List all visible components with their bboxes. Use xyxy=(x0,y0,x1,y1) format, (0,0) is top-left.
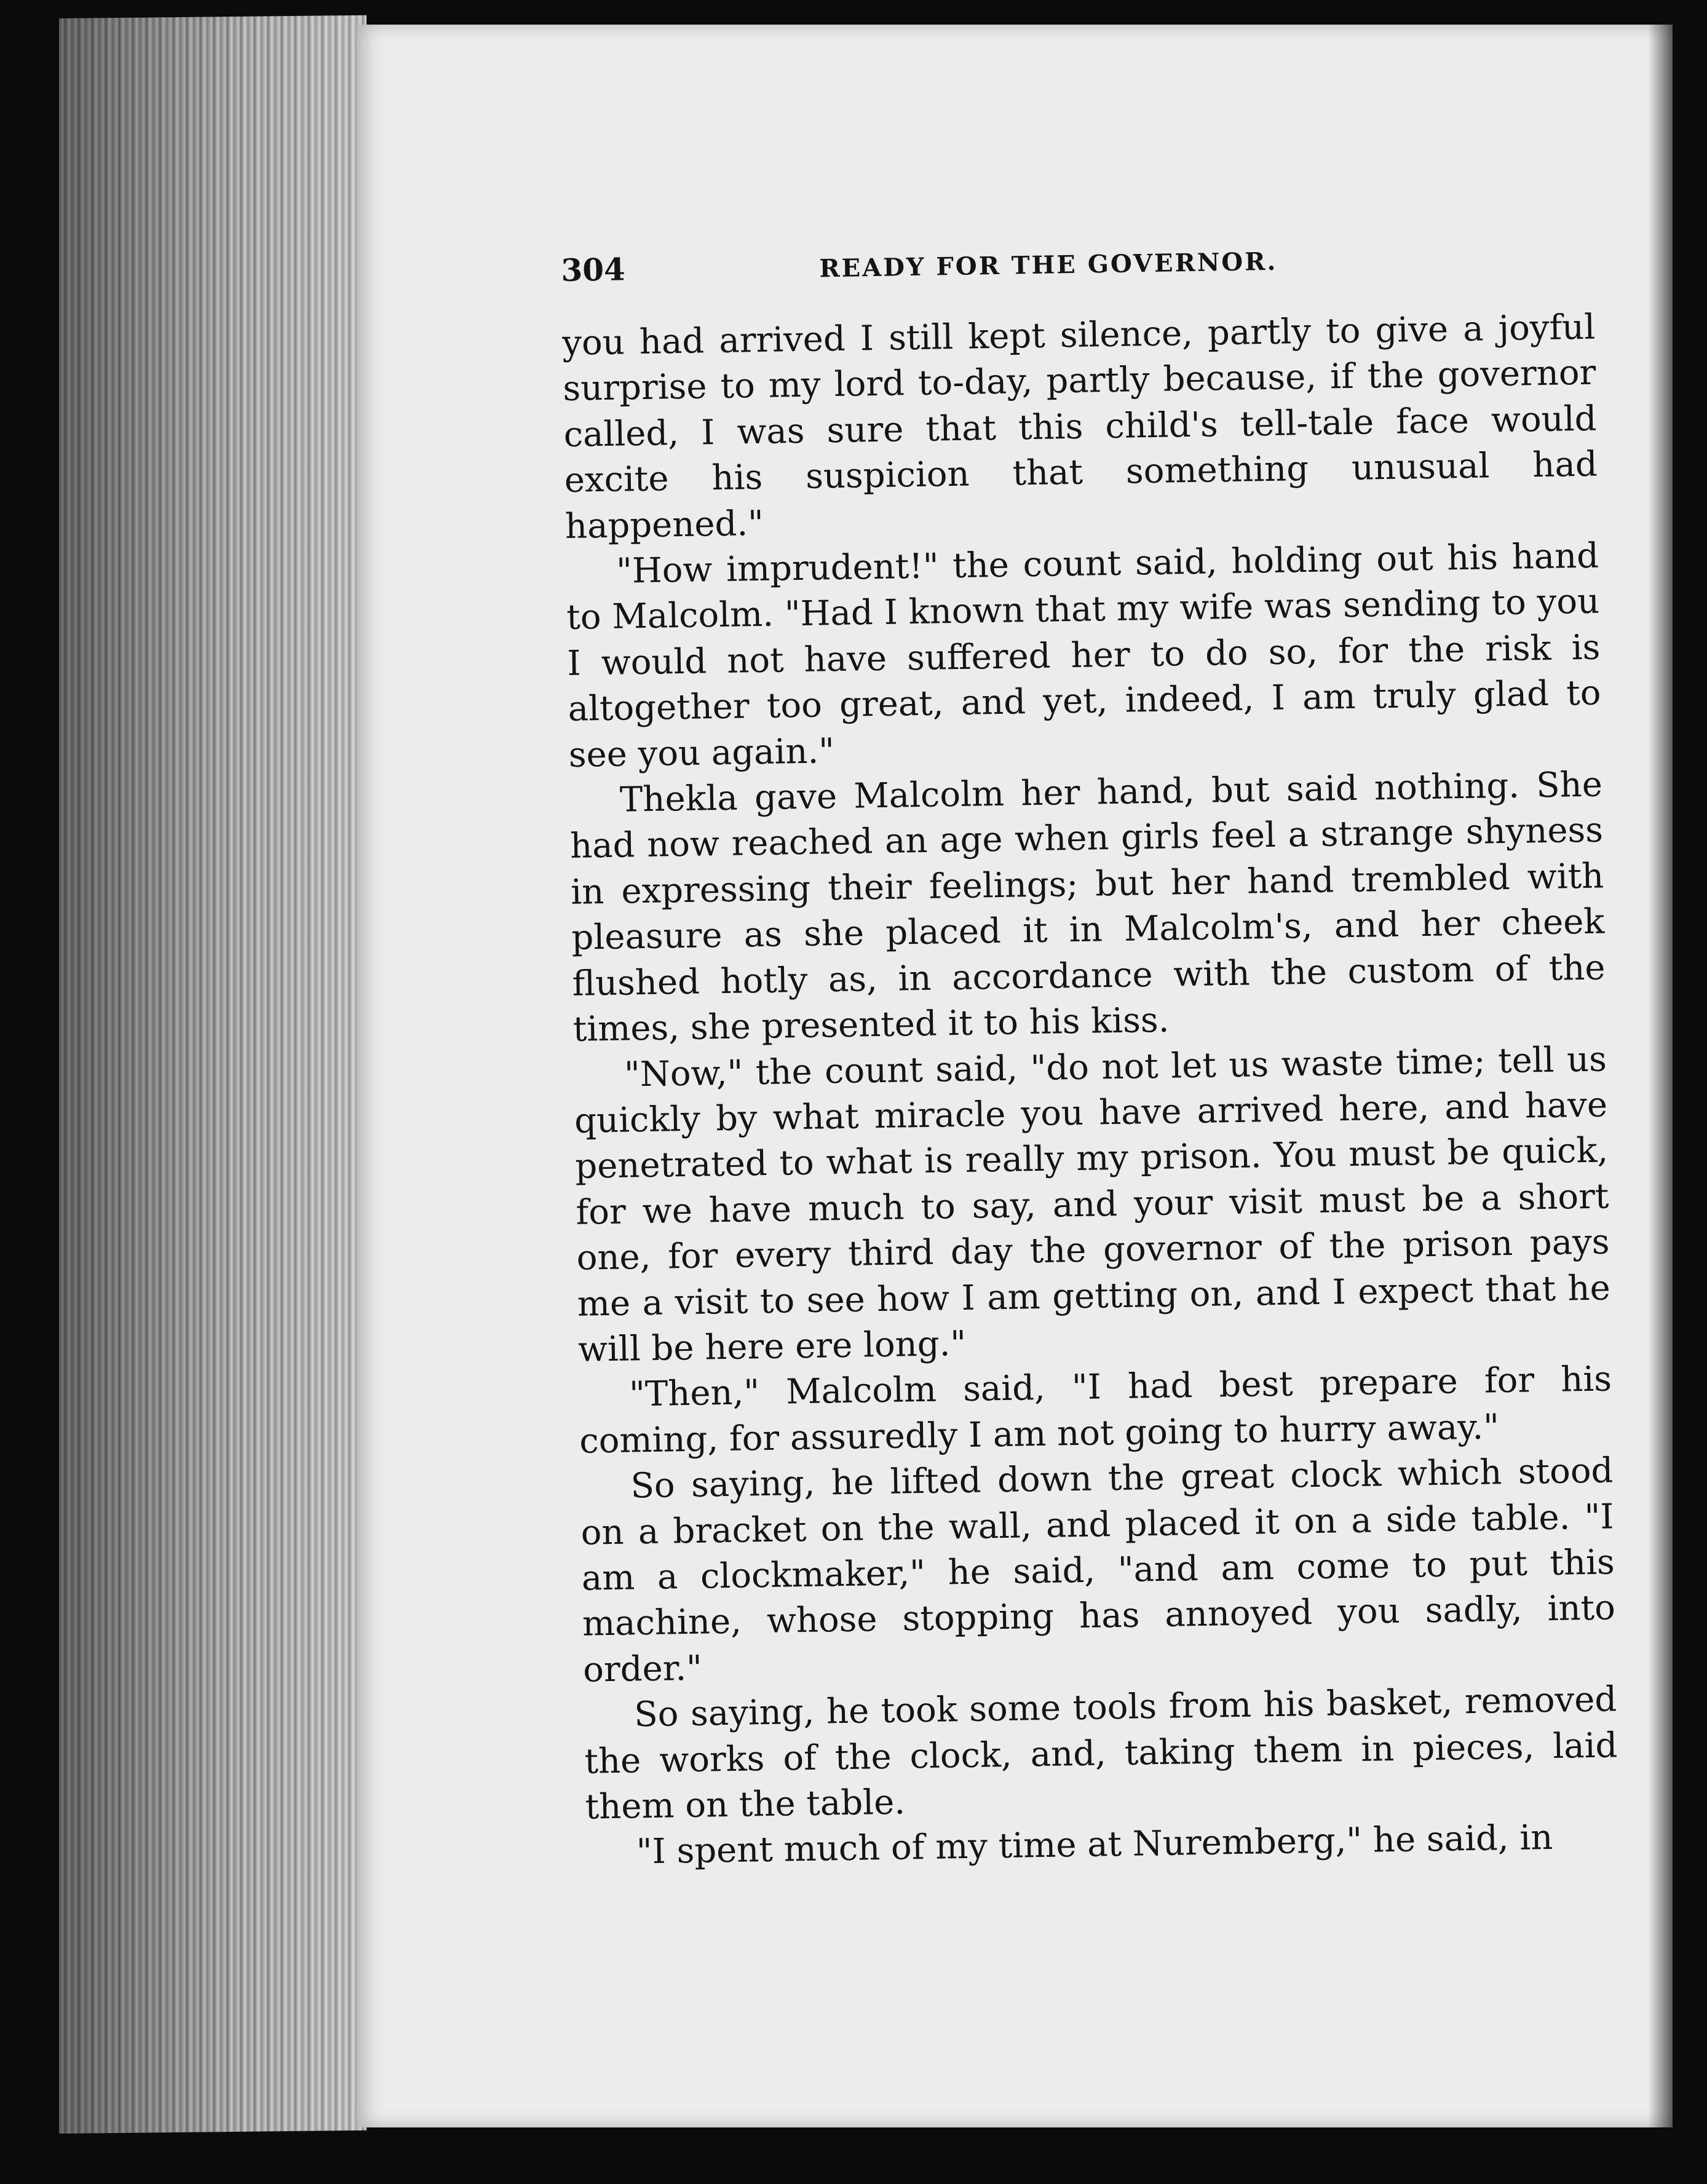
body-text xyxy=(562,305,1620,1877)
page-content xyxy=(561,236,1619,1877)
paragraph: "I spent much of my time at Nuremberg," he said, in xyxy=(636,1818,1553,1872)
paragraph: "Then," Malcolm said, "I had best prepare for his coming, for assuredly I am not going to hurry away." xyxy=(579,1359,1612,1462)
paragraph: "How imprudent!" the count said, holding out his hand to Malcolm. "Had I known that my wife was sending to you I would not have suffered her to do so, for the risk is altogether too great, and yet, indeed, I am truly glad to see you again." xyxy=(566,536,1601,775)
paragraph: "Now," the count said, "do not let us waste time; tell us quickly by what miracle you have arrived here, and have penetrated to what is really my prison. You must be quick, for we have much to say, and your visit must be a short one, for every third day the governor of the prison pays me a visit to see how I am getting on, and I expect that he will be here ere long." xyxy=(574,1039,1611,1370)
running-title: READY FOR THE GOVERNOR. xyxy=(819,247,1278,283)
paragraph: So saying, he took some tools from his basket, removed the works of the clock, and, taking them in pieces, laid them on the table. xyxy=(584,1679,1618,1827)
book-page xyxy=(357,25,1673,2127)
paragraph: you had arrived I still kept silence, partly to give a joyful surprise to my lord to-day, partly because, if the governor called, I was sure that this child's tell-tale face would excite his suspicion that something unusual had happened." xyxy=(561,307,1598,547)
page-number: 304 xyxy=(561,251,626,288)
page-gutter-shadow xyxy=(1648,25,1673,2127)
paragraph: So saying, he lifted down the great clock which stood on a bracket on the wall, and placed it on a side table. "I am a clockmaker," he said, "and am come to put this machine, whose stopping has annoyed you sadly, into order." xyxy=(580,1450,1616,1690)
running-head xyxy=(561,236,1594,295)
paragraph: Thekla gave Malcolm her hand, but said nothing. She had now reached an age when girls feel a strange shyness in expressing their feelings; but her hand trembled with pleasure as she placed it in Malcolm's, and her cheek flushed hotly as, in accordance with the custom of the times, she presented it to his kiss. xyxy=(569,764,1606,1050)
page-edges xyxy=(59,15,366,2134)
